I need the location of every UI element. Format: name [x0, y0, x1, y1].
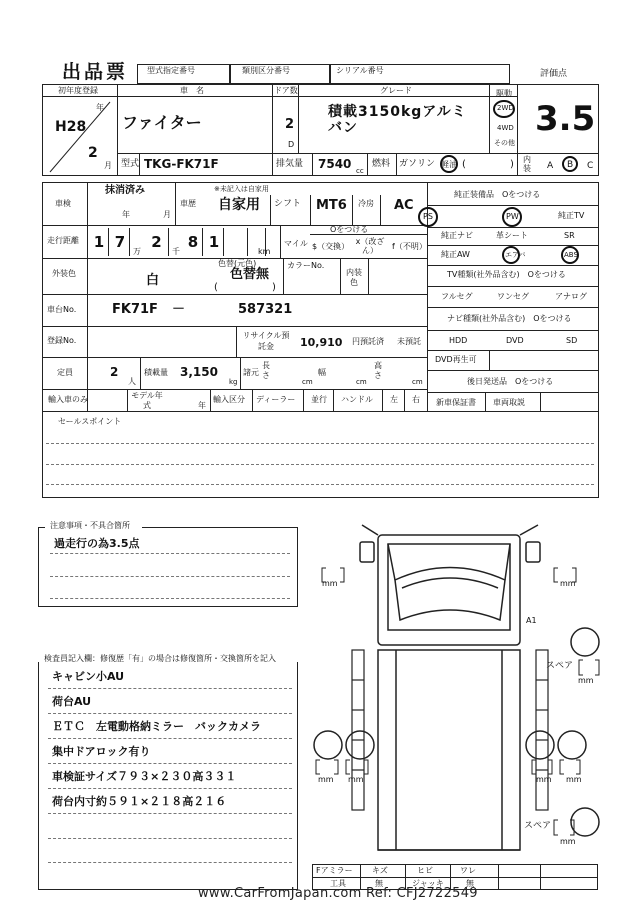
- capacity-value: 2: [110, 365, 119, 379]
- import-dealer: ディーラー: [256, 395, 296, 404]
- car-name-label: 車 名: [180, 86, 204, 95]
- mileage-digit-empty: [230, 228, 248, 256]
- navi-title: ナビ種類(社外品含む) Oをつける: [447, 314, 572, 323]
- not-reg-note: ※未記入は自家用: [214, 185, 269, 193]
- first-reg-label: 初年度登録: [58, 86, 98, 95]
- inspection-value: 抹消済み: [105, 185, 145, 196]
- inspector-line-5: 車検証サイズ７９３×２３０高３３１: [52, 770, 237, 783]
- color-change-label: 色替(元色): [218, 259, 257, 268]
- recycle-label: リサイクル預託金: [242, 331, 290, 351]
- watermark: www.CarFromJapan.com Ref: CFJ2722549: [198, 886, 478, 901]
- inspector-title: 検査員記入欄：修復歴「有」の場合は修復箇所・交換箇所を記入: [44, 654, 276, 663]
- grade-label: グレード: [380, 86, 412, 95]
- cargo-box-outline: [378, 650, 520, 850]
- mm-rear-right-1: mm: [536, 775, 552, 784]
- meter-exchanged: $（交換）: [312, 241, 350, 251]
- width-unit: cm: [356, 378, 367, 386]
- interior-c: C: [587, 161, 594, 171]
- after-warranty: 新車保証書: [436, 398, 476, 407]
- interior-color-label: 内装色: [346, 268, 362, 287]
- opt-abs: ABS: [564, 251, 578, 259]
- interior-a: A: [547, 161, 554, 171]
- shift-label: シフト: [274, 199, 302, 209]
- capacity-label: 定員: [57, 368, 73, 377]
- model-value: TKG-FK71F: [144, 157, 219, 171]
- reg-no-label: 登録No.: [47, 336, 77, 345]
- grade-value: 積載3150kgアルミバン: [328, 104, 467, 136]
- serial-label: シリアル番号: [336, 66, 384, 75]
- bracket-marks: [316, 568, 599, 835]
- truck-diagram: [300, 520, 600, 865]
- chassis-number: 587321: [238, 302, 293, 317]
- capacity-unit: 人: [128, 377, 136, 386]
- legend-break: ワレ: [460, 866, 476, 875]
- spare-upper-label: スペア: [546, 661, 574, 671]
- drive-4wd: 4WD: [497, 124, 514, 132]
- model-label: 型式: [121, 159, 140, 169]
- dvd-playback: DVD再生可: [435, 355, 477, 364]
- drive-other: その他: [494, 139, 515, 147]
- class-label: 類別区分番号: [242, 66, 290, 75]
- tv-analog: アナログ: [555, 292, 587, 301]
- mile-label: マイル: [284, 239, 308, 248]
- notes-title: 注意事項・不具合箇所: [50, 521, 130, 530]
- mileage-digit: 1: [90, 228, 109, 256]
- legend-tools-value: 無: [375, 879, 383, 888]
- opt-leather: 革シート: [496, 231, 528, 240]
- color-paren-open: (: [214, 282, 218, 293]
- score-value: 3.5: [535, 99, 596, 139]
- mileage-unit-man: 万: [133, 247, 141, 256]
- km-unit: km: [258, 247, 271, 256]
- meter-unknown: f（不明）: [392, 241, 427, 251]
- legend-mirror: Fアミラー: [316, 866, 353, 875]
- side-panels: [352, 650, 548, 810]
- height-label: 高さ: [374, 361, 382, 380]
- score-label: 評価点: [540, 69, 568, 79]
- opt-airbag: エアバ: [505, 251, 526, 259]
- first-reg-year: H28: [55, 119, 87, 135]
- legend-jack: ジャッキ: [412, 879, 444, 888]
- model-year-label: モデル年式: [131, 391, 163, 410]
- history-value: 自家用: [218, 197, 260, 213]
- first-reg-month: 2: [88, 145, 98, 161]
- drive-label: 駆動: [496, 89, 512, 98]
- tv-oneseg: ワンセグ: [497, 292, 529, 301]
- mm-front-right: mm: [560, 579, 576, 588]
- exterior-color-value: 白: [146, 273, 160, 288]
- color-change-value: 色替無: [230, 267, 270, 282]
- length-label: 長さ: [262, 361, 270, 380]
- mm-front-left: mm: [322, 579, 338, 588]
- load-unit: kg: [229, 378, 238, 386]
- notes-line-1: 過走行の為3.5点: [54, 537, 140, 550]
- navi-dvd: DVD: [506, 336, 524, 345]
- tv-title: TV種類(社外品含む) Oをつける: [447, 270, 566, 279]
- mm-spare-lower: mm: [560, 837, 576, 846]
- mileage-digit: 7: [111, 228, 130, 256]
- options-title: 純正装備品 Oをつける: [454, 190, 541, 199]
- interior-b: B: [567, 160, 574, 170]
- inspector-line-2: 荷台AU: [52, 695, 92, 708]
- color-paren-close: ): [272, 282, 276, 293]
- after-title: 後日発送品 Oをつける: [467, 377, 554, 386]
- ac-label: 冷房: [358, 199, 374, 208]
- mileage-digit: 1: [205, 228, 224, 256]
- mileage-digit: 2: [145, 228, 169, 256]
- import-parallel: 並行: [311, 395, 327, 404]
- doors-label: ドア数: [274, 86, 298, 95]
- handle-label: ハンドル: [341, 395, 373, 404]
- recycle-unpaid: 未預託: [397, 337, 421, 346]
- doors-value: 2: [285, 117, 295, 132]
- exterior-color-label: 外装色: [52, 269, 76, 278]
- opt-navi: 純正ナビ: [441, 231, 473, 240]
- width-label: 幅: [318, 368, 326, 377]
- recycle-value: 10,910: [300, 336, 343, 349]
- shift-value: MT6: [316, 198, 347, 213]
- mm-rear-right-2: mm: [566, 775, 582, 784]
- handle-left: 左: [390, 395, 398, 404]
- navi-sd: SD: [566, 336, 578, 345]
- cab-outline: [360, 525, 540, 645]
- door-unit: D: [288, 140, 295, 149]
- height-unit: cm: [412, 378, 423, 386]
- fuel-light-oil: 軽油: [441, 160, 457, 169]
- chassis-prefix: FK71F: [112, 302, 158, 317]
- chassis-dash: －: [172, 302, 186, 317]
- interior-label: 内装: [523, 155, 531, 173]
- mileage-label: 走行距離: [47, 236, 79, 245]
- car-name-value: ファイター: [122, 113, 202, 132]
- legend-crack: ヒビ: [417, 866, 433, 875]
- opt-sunroof: SR: [564, 231, 575, 240]
- mileage-digit: 8: [184, 228, 203, 256]
- opt-aw: 純正AW: [441, 250, 470, 259]
- length-unit: cm: [302, 378, 313, 386]
- opt-pw: PW: [506, 212, 519, 221]
- type-cert-label: 型式指定番号: [147, 66, 195, 75]
- recycle-paid: 円預託済: [352, 337, 384, 346]
- month-unit: 月: [104, 161, 112, 170]
- fuel-paren-open: (: [462, 159, 466, 170]
- wheels: [314, 628, 599, 836]
- cc-unit: cc: [356, 167, 364, 175]
- model-year-unit: 年: [198, 401, 206, 410]
- fuel-paren-close: ): [510, 159, 514, 170]
- mm-rear-left-1: mm: [318, 775, 334, 784]
- meter-tampered: x（改ざん）: [355, 237, 385, 255]
- fuel-gasoline: ガソリン: [399, 159, 436, 169]
- after-manual: 車両取説: [493, 398, 525, 407]
- inspector-line-4: 集中ドアロック有り: [52, 745, 151, 758]
- history-label: 車歴: [180, 199, 196, 208]
- meter-circle-note: Oをつける: [330, 225, 369, 234]
- legend-tools: 工具: [330, 879, 346, 888]
- navi-hdd: HDD: [449, 336, 468, 345]
- mm-spare-upper: mm: [578, 676, 594, 685]
- displacement-value: 7540: [318, 157, 352, 171]
- tv-fullseg: フルセグ: [441, 292, 473, 301]
- inspection-year-unit: 年: [122, 210, 130, 219]
- dims-label: 諸元: [243, 368, 259, 377]
- mileage-unit-sen: 千: [172, 247, 180, 256]
- chassis-label: 車台No.: [47, 305, 77, 314]
- inspection-label: 車検: [55, 199, 71, 208]
- import-label: 輸入車のみ: [48, 395, 88, 404]
- inspector-line-1: キャビン小AU: [52, 670, 125, 683]
- spare-lower-label: スペア: [524, 821, 552, 831]
- drive-2wd: 2WD: [497, 104, 514, 112]
- load-label: 積載量: [144, 368, 168, 377]
- handle-right: 右: [412, 395, 420, 404]
- displacement-label: 排気量: [276, 159, 304, 169]
- opt-tv: 純正TV: [558, 211, 585, 220]
- color-no-label: カラーNo.: [287, 261, 325, 270]
- inspection-month-unit: 月: [163, 210, 171, 219]
- inspector-line-3: ＥＴＣ 左電動格納ミラー バックカメラ: [52, 720, 261, 733]
- fuel-label: 燃料: [372, 159, 391, 169]
- legend-jack-value: 無: [466, 879, 474, 888]
- mm-rear-left-2: mm: [348, 775, 364, 784]
- inspector-line-6: 荷台内寸約５９１×２１８高２１６: [52, 795, 227, 808]
- ac-value: AC: [394, 198, 414, 213]
- load-value: 3,150: [180, 365, 218, 379]
- damage-a1: A1: [526, 616, 537, 625]
- year-unit: 年: [96, 103, 104, 112]
- form-title: 出品票: [62, 61, 129, 83]
- sales-point-label: セールスポイント: [58, 417, 122, 426]
- sales-point-box: [42, 412, 599, 498]
- import-type-label: 輸入区分: [213, 395, 245, 404]
- opt-ps: PS: [423, 212, 433, 221]
- legend-scratch: キズ: [372, 866, 388, 875]
